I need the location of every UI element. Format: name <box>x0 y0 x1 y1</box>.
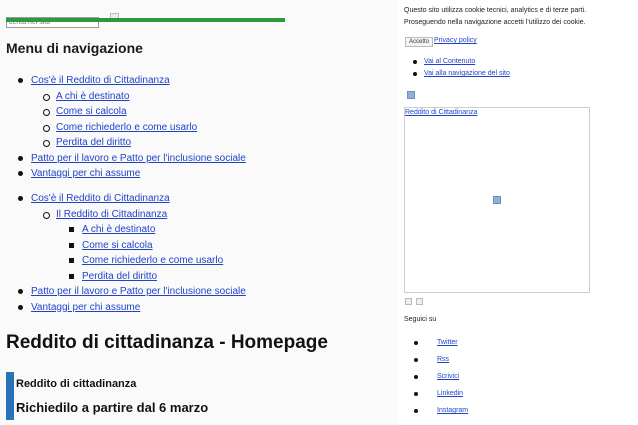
hero-accent-strip <box>6 372 14 420</box>
hero-label: Reddito di cittadinanza <box>16 378 137 390</box>
instagram-link[interactable]: Instagram <box>437 407 469 414</box>
broken-image-icon <box>407 91 415 99</box>
nav-item <box>0 135 246 151</box>
nav-item <box>0 207 246 223</box>
nav-link[interactable]: Vantaggi per chi assume <box>31 301 141 313</box>
broken-image-icon <box>493 196 501 204</box>
social-item <box>404 405 468 422</box>
sidebar-column <box>398 0 638 425</box>
nav-link[interactable]: Come richiederlo e come usarlo <box>82 255 224 266</box>
nav-item <box>0 191 246 207</box>
social-item <box>404 388 468 405</box>
cookie-accept-button[interactable]: Accetto <box>405 37 433 47</box>
nav-link[interactable]: Cos'è il Reddito di Cittadinanza <box>31 193 170 204</box>
nav-link[interactable]: A chi è destinato <box>82 224 156 235</box>
skip-link-item <box>404 68 510 80</box>
nav-item <box>0 89 246 105</box>
nav-link[interactable]: Come si calcola <box>56 106 127 117</box>
social-links <box>404 337 468 422</box>
nav-list-secondary <box>0 191 246 315</box>
nav-item <box>0 269 246 285</box>
nav-link[interactable]: Come si calcola <box>82 239 153 251</box>
nav-item <box>0 300 246 316</box>
skip-link-item <box>404 56 510 68</box>
nav-link[interactable]: Vantaggi per chi assume <box>31 168 141 179</box>
nav-item <box>0 120 246 136</box>
write-us-link[interactable]: Scrivici <box>437 373 460 380</box>
rss-link[interactable]: Rss <box>437 356 450 363</box>
panel-title-link[interactable]: Reddito di Cittadinanza <box>405 109 478 116</box>
social-item <box>404 371 468 388</box>
nav-item <box>0 73 246 89</box>
nav-link[interactable]: Patto per il lavoro e Patto per l'inclusione sociale <box>31 286 246 297</box>
privacy-policy-link[interactable]: Privacy policy <box>434 37 477 44</box>
nav-item <box>0 104 246 120</box>
nav-item <box>0 222 246 238</box>
nav-link[interactable]: Cos'è il Reddito di Cittadinanza <box>31 75 170 86</box>
skip-links <box>404 56 510 80</box>
nav-title: Menu di navigazione <box>6 40 143 56</box>
nav-link[interactable]: Come richiederlo e come usarlo <box>56 121 198 133</box>
nav-link[interactable]: Perdita del diritto <box>82 270 158 282</box>
header-accent-bar <box>6 18 285 22</box>
carousel-prev-button[interactable] <box>405 298 412 305</box>
linkedin-link[interactable]: Linkedin <box>437 390 464 397</box>
nav-link[interactable]: A chi è destinato <box>56 90 130 102</box>
social-item <box>404 354 468 371</box>
hero-title: Richiedilo a partire dal 6 marzo <box>16 400 209 415</box>
nav-link[interactable]: Il Reddito di Cittadinanza <box>56 208 168 220</box>
nav-link[interactable]: Perdita del diritto <box>56 137 132 148</box>
nav-link[interactable]: Patto per il lavoro e Patto per l'inclusione sociale <box>31 152 246 164</box>
social-item <box>404 337 468 354</box>
skip-to-nav-link[interactable]: Vai alla navigazione del sito <box>424 70 510 77</box>
nav-item <box>0 166 246 182</box>
twitter-link[interactable]: Twitter <box>437 339 458 346</box>
nav-item <box>0 238 246 254</box>
nav-item <box>0 151 246 167</box>
image-panel <box>404 107 590 293</box>
page-title: Reddito di cittadinanza - Homepage <box>6 332 328 353</box>
skip-to-content-link[interactable]: Vai al Contenuto <box>424 58 476 65</box>
carousel-next-button[interactable] <box>416 298 423 305</box>
cookie-notice-text: Questo sito utilizza cookie tecnici, analytics e di terze parti. Proseguendo nella navigazione accetti l'utilizzo dei cookie. <box>404 7 587 26</box>
nav-item <box>0 284 246 300</box>
follow-us-label: Seguici su <box>404 316 437 323</box>
nav-item <box>0 253 246 269</box>
nav-list-primary <box>0 73 246 182</box>
